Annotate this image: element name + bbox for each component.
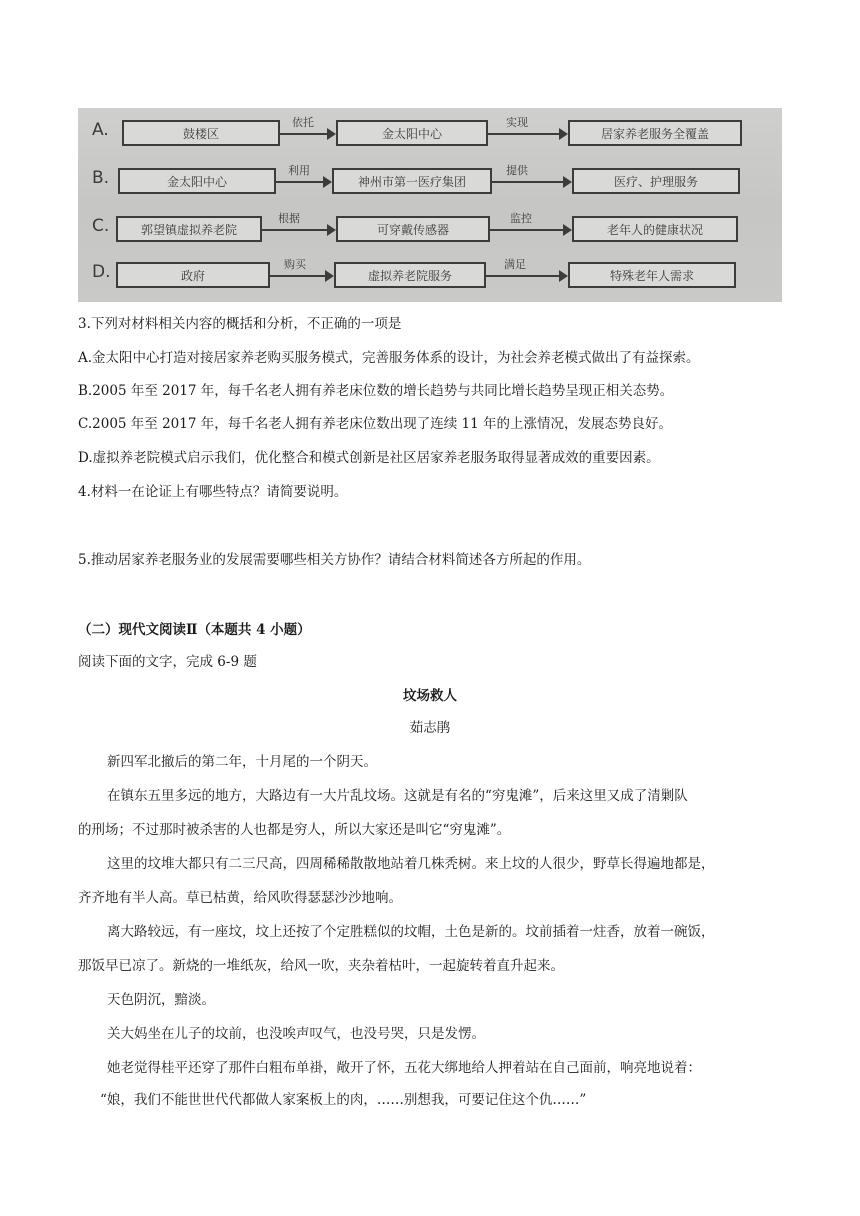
flow-arrow: [270, 275, 332, 277]
section-heading: （二）现代文阅读Ⅱ（本题共 4 小题）: [78, 622, 311, 638]
flow-box: 鼓楼区: [122, 120, 280, 146]
arrow-label: 依托: [292, 116, 314, 129]
arrow-label: 利用: [288, 164, 310, 177]
flowchart-photo: [78, 108, 782, 302]
option-b: B.2005 年至 2017 年，每千名老人拥有养老床位数的增长趋势与共同比增长趋势呈现正相关态势。: [78, 383, 674, 399]
flow-row-d: [78, 254, 782, 294]
question-5: 5.推动居家养老服务业的发展需要哪些相关方协作？请结合材料简述各方所起的作用。: [78, 552, 591, 568]
arrow-label: 根据: [278, 212, 300, 225]
paragraph-line: 新四军北撤后的第二年，十月尾的一个阴天。: [107, 754, 377, 770]
paragraph-line: 的刑场；不过那时被杀害的人也都是穷人，所以大家还是叫它“穷鬼滩”。: [78, 822, 511, 838]
story-title: 坟场救人: [403, 688, 457, 704]
option-a: A.金太阳中心打造对接居家养老购买服务模式，完善服务体系的设计，为社会养老模式做出了有益探索。: [78, 350, 700, 366]
arrow-label: 满足: [504, 258, 526, 271]
flow-row-c: [78, 208, 782, 248]
flow-box: 金太阳中心: [118, 168, 276, 194]
flow-arrow: [492, 181, 570, 183]
flow-arrow: [280, 133, 334, 135]
row-letter: D.: [92, 262, 111, 282]
row-letter: B.: [92, 168, 110, 188]
flow-arrow: [490, 229, 570, 231]
paragraph-line: “娘，我们不能世世代代都做人家案板上的肉，……别想我，可要记住这个仇……”: [100, 1092, 587, 1108]
paragraph-line: 天色阴沉，黯淡。: [107, 992, 215, 1008]
story-author: 茹志鹃: [409, 720, 451, 736]
flow-box: 金太阳中心: [336, 120, 488, 146]
arrow-label: 监控: [510, 212, 532, 225]
flow-row-a: [78, 112, 782, 152]
flow-arrow: [488, 133, 566, 135]
flow-box: 郭望镇虚拟养老院: [116, 216, 262, 242]
option-d: D.虚拟养老院模式启示我们，优化整合和模式创新是社区居家养老服务取得显著成效的重要因素。: [78, 450, 660, 466]
paragraph-line: 离大路较远，有一座坟，坟上还按了个定胜糕似的坟帽，土色是新的。坟前插着一炷香，放着一碗饭，: [107, 924, 715, 940]
flow-arrow: [262, 229, 334, 231]
arrow-label: 实现: [506, 116, 528, 129]
paragraph-line: 关大妈坐在儿子的坟前，也没唉声叹气，也没号哭，只是发愣。: [107, 1026, 485, 1042]
section-instruction: 阅读下面的文字，完成 6-9 题: [78, 654, 257, 670]
flow-box: 老年人的健康状况: [572, 216, 738, 242]
flow-arrow: [276, 181, 330, 183]
flow-arrow: [486, 275, 566, 277]
row-letter: A.: [92, 120, 109, 140]
arrow-label: 购买: [284, 258, 306, 271]
arrow-label: 提供: [506, 164, 528, 177]
question-4: 4.材料一在论证上有哪些特点？请简要说明。: [78, 484, 348, 500]
flow-row-b: [78, 160, 782, 200]
paragraph-line: 在镇东五里多远的地方，大路边有一大片乱坟场。这就是有名的“穷鬼滩”，后来这里又成了清剿队: [107, 788, 688, 804]
question-3-stem: 3.下列对材料相关内容的概括和分析，不正确的一项是: [78, 316, 402, 332]
flow-box: 神州市第一医疗集团: [332, 168, 492, 194]
flow-box: 医疗、护理服务: [572, 168, 740, 194]
flow-box: 特殊老年人需求: [568, 262, 736, 288]
paragraph-line: 这里的坟堆大都只有二三尺高，四周稀稀散散地站着几株秃树。来上坟的人很少，野草长得遍地都是，: [107, 856, 715, 872]
row-letter: C.: [92, 216, 110, 236]
paragraph-line: 那饭早已凉了。新烧的一堆纸灰，给风一吹，夹杂着枯叶，一起旋转着直升起来。: [78, 958, 564, 974]
option-c: C.2005 年至 2017 年，每千名老人拥有养老床位数出现了连续 11 年的上涨情况，发展态势良好。: [78, 416, 672, 432]
paragraph-line: 齐齐地有半人高。草已枯黄，给风吹得瑟瑟沙沙地响。: [78, 890, 402, 906]
flow-box: 居家养老服务全覆盖: [568, 120, 742, 146]
paragraph-line: 她老觉得桂平还穿了那件白粗布单褂，敞开了怀，五花大绑地给人押着站在自己面前，响亮地说着：: [107, 1060, 701, 1076]
flow-box: 政府: [116, 262, 270, 288]
flow-box: 虚拟养老院服务: [334, 262, 486, 288]
flow-box: 可穿戴传感器: [336, 216, 490, 242]
